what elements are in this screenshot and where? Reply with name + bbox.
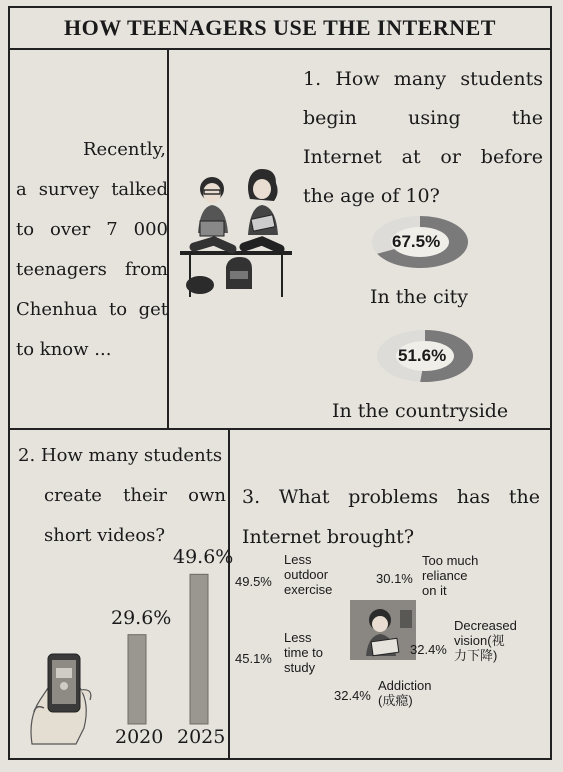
q3-line: Internet brought? (242, 526, 415, 548)
intro-line: Recently, (82, 139, 166, 160)
problem-line: study (284, 660, 316, 675)
problem-pct: 45.1% (235, 651, 272, 666)
page-title: HOW TEENAGERS USE THE INTERNET (10, 8, 550, 50)
problem-line: outdoor (284, 567, 329, 582)
problem-label (378, 678, 431, 708)
bar-2020 (128, 635, 146, 724)
child-reading-illustration (350, 600, 416, 660)
problem-line: vision(视 (454, 633, 505, 648)
problem-label (284, 630, 323, 675)
q3-line: 3. What problems has the (242, 486, 540, 508)
problem-line: Too much (422, 553, 479, 568)
q2-line: short videos? (44, 525, 166, 546)
bar-2025 (190, 574, 208, 724)
q1-line: Internet at or before (303, 146, 543, 168)
worksheet-panel (8, 6, 552, 760)
question-3 (242, 477, 540, 557)
problem-label (454, 618, 517, 663)
problem-line: exercise (284, 582, 333, 597)
donut-label-countryside: 51.6% (398, 346, 447, 365)
caption-countryside: In the countryside (332, 400, 509, 422)
problem-line: Less (284, 630, 312, 645)
question-2 (18, 436, 226, 556)
bar-value-label: 49.6% (173, 546, 234, 569)
problem-pct: 32.4% (334, 688, 371, 703)
problem-line: 力下降) (454, 648, 498, 663)
bar-chart-short-videos (98, 548, 226, 728)
problem-line: reliance (422, 568, 468, 583)
problem-line: time to (284, 645, 324, 660)
problem-pct: 32.4% (410, 642, 447, 657)
intro-line: to know ... (16, 339, 112, 360)
q2-line: 2. How many students (18, 445, 223, 466)
bar-value-label: 29.6% (111, 606, 172, 629)
students-illustration (170, 163, 298, 303)
problem-label (284, 552, 332, 597)
phone-in-hand-illustration (18, 648, 98, 748)
intro-line: teenagers from (16, 259, 168, 280)
problem-line: Decreased (454, 618, 517, 633)
intro-text (16, 130, 168, 370)
q2-line: create their own (44, 485, 226, 506)
problem-line: on it (422, 583, 447, 598)
intro-line: to over 7 000 (16, 219, 168, 240)
q1-line: the age of 10? (303, 185, 440, 207)
q1-line: begin using the (303, 107, 543, 129)
q1-line: 1. How many students (303, 68, 543, 90)
divider-h-mid (10, 428, 550, 430)
divider-v-bottom (228, 428, 230, 758)
intro-line: a survey talked (16, 179, 168, 200)
problem-pct: 30.1% (376, 571, 413, 586)
bar-category-label: 2025 (177, 726, 226, 748)
question-1 (303, 60, 543, 216)
intro-line: Chenhua to get (16, 299, 168, 320)
caption-city: In the city (370, 286, 469, 308)
problem-label (422, 553, 478, 598)
problem-line: Addiction (378, 678, 432, 693)
problem-line: (成瘾) (378, 693, 413, 708)
donut-label-city: 67.5% (392, 232, 441, 251)
problem-pct: 49.5% (235, 574, 272, 589)
problem-line: Less (284, 552, 312, 567)
bar-category-label: 2020 (115, 726, 164, 748)
